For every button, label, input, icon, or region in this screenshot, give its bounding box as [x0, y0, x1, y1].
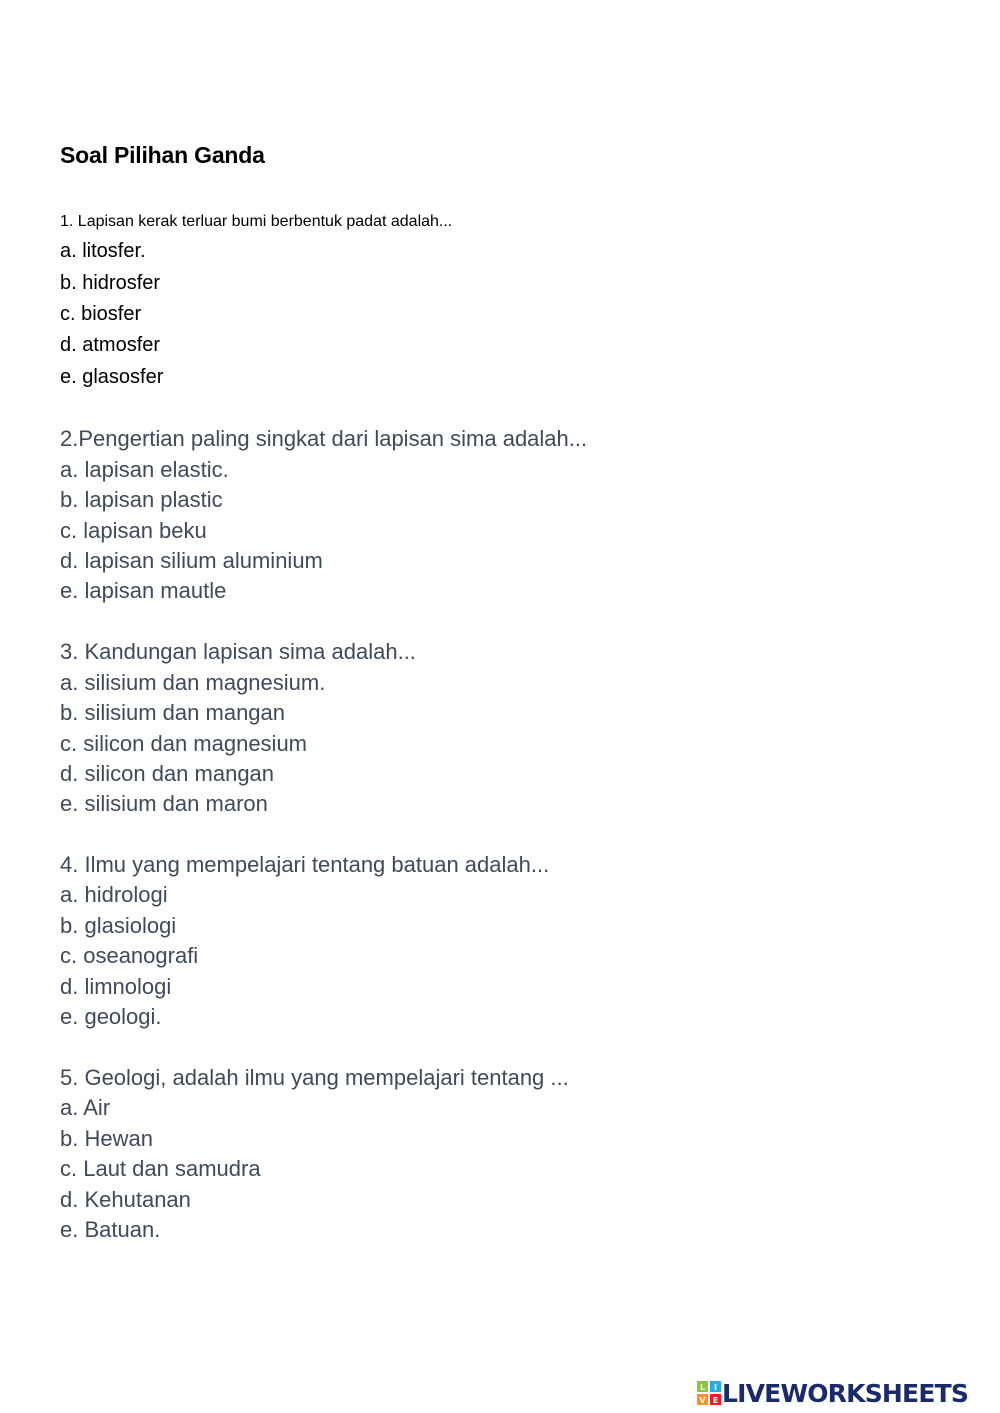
question-5-option-b[interactable]: b. Hewan [60, 1126, 153, 1151]
question-1-option-d[interactable]: d. atmosfer [60, 334, 161, 356]
question-2-option-c[interactable]: c. lapisan beku [60, 518, 207, 543]
question-2-option-a[interactable]: a. lapisan elastic. [60, 457, 229, 482]
svg-text:L: L [699, 1383, 706, 1392]
liveworksheets-wordmark: LIVEWORKSHEETS [722, 1378, 969, 1408]
question-3-option-d[interactable]: d. silicon dan mangan [60, 761, 275, 786]
question-3-stem: 3. Kandungan lapisan sima adalah... [60, 639, 416, 664]
page-title: Soal Pilihan Ganda [60, 142, 265, 168]
question-1-option-e[interactable]: e. glasosfer [60, 366, 164, 388]
question-4-option-b[interactable]: b. glasiologi [60, 913, 177, 938]
svg-text:V: V [699, 1396, 706, 1405]
liveworksheets-logo-icon [697, 1381, 721, 1405]
question-2-option-e[interactable]: e. lapisan mautle [60, 578, 227, 603]
question-1-option-c[interactable]: c. biosfer [60, 303, 142, 325]
question-5-option-c[interactable]: c. Laut dan samudra [60, 1156, 261, 1181]
question-4-stem: 4. Ilmu yang mempelajari tentang batuan adalah... [60, 852, 550, 877]
liveworksheets-branding [697, 1378, 968, 1408]
question-1-option-b[interactable]: b. hidrosfer [60, 272, 161, 294]
question-3-option-a[interactable]: a. silisium dan magnesium. [60, 670, 326, 695]
question-5-option-a[interactable]: a. Air [60, 1095, 111, 1120]
svg-text:E: E [712, 1396, 719, 1405]
question-5-stem: 5. Geologi, adalah ilmu yang mempelajari tentang ... [60, 1065, 569, 1090]
question-1-stem: 1. Lapisan kerak terluar bumi berbentuk padat adalah... [60, 213, 453, 230]
question-2-option-d[interactable]: d. lapisan silium aluminium [60, 548, 323, 573]
question-2-stem: 2.Pengertian paling singkat dari lapisan sima adalah... [60, 426, 588, 451]
question-4-option-e[interactable]: e. geologi. [60, 1004, 162, 1029]
question-4-option-d[interactable]: d. limnologi [60, 974, 172, 999]
question-3-option-e[interactable]: e. silisium dan maron [60, 791, 268, 816]
question-5-option-e[interactable]: e. Batuan. [60, 1217, 161, 1242]
question-5-option-d[interactable]: d. Kehutanan [60, 1187, 191, 1212]
question-3-option-b[interactable]: b. silisium dan mangan [60, 700, 286, 725]
question-2-option-b[interactable]: b. lapisan plastic [60, 487, 223, 512]
question-3-option-c[interactable]: c. silicon dan magnesium [60, 731, 308, 756]
question-1-option-a[interactable]: a. litosfer. [60, 240, 146, 262]
svg-text:I: I [714, 1383, 717, 1392]
question-4-option-a[interactable]: a. hidrologi [60, 882, 168, 907]
question-4-option-c[interactable]: c. oseanografi [60, 943, 199, 968]
